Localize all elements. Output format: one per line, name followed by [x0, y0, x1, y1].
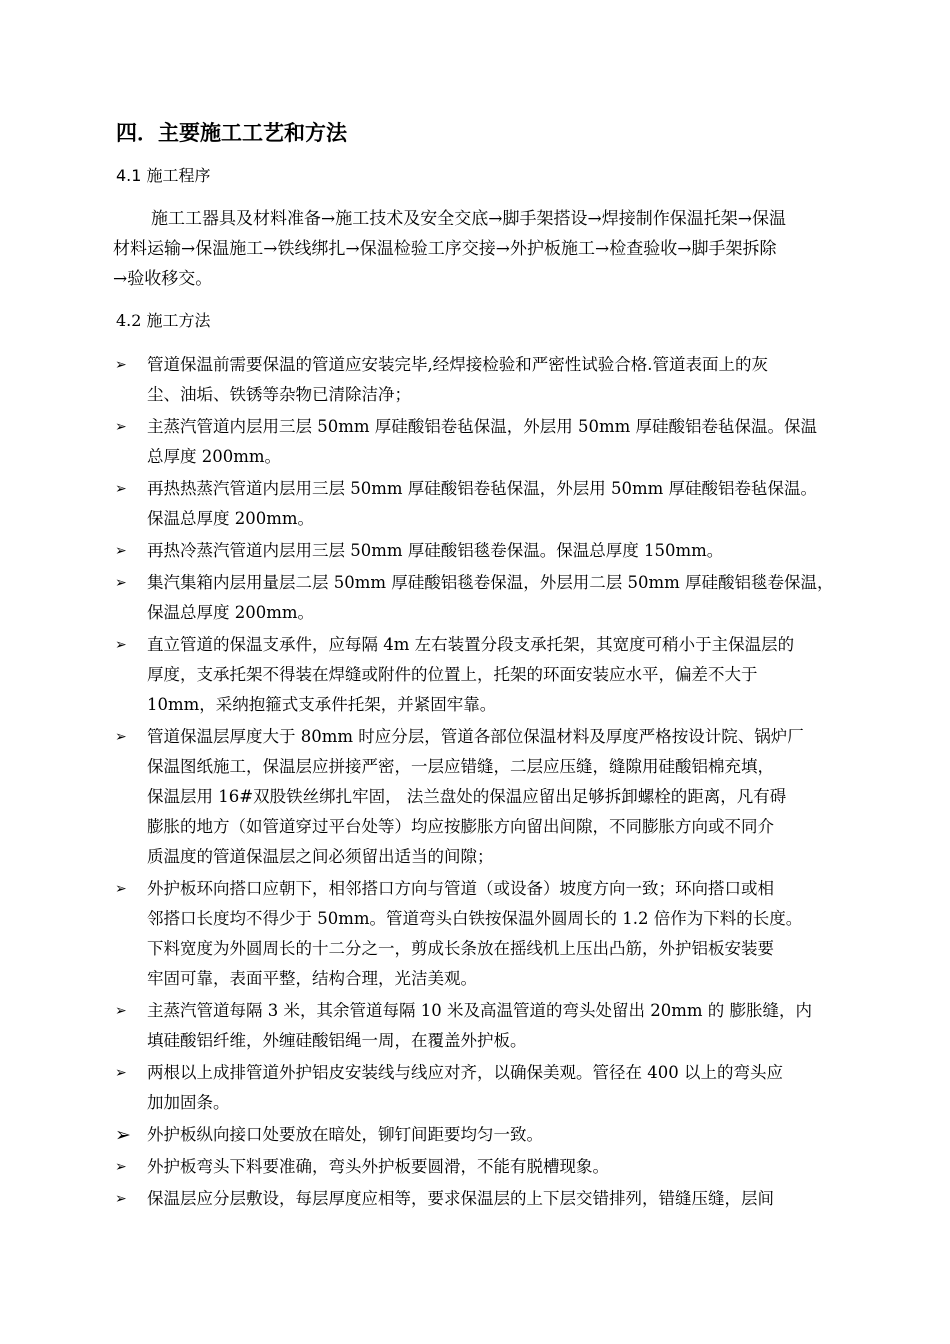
construction-method-list [0, 350, 950, 1216]
list-item-line: 主蒸汽管道内层用三层 50mm 厚硅酸铝卷毡保温，外层用 50mm 厚硅酸铝卷毡保温。保温 [147, 417, 818, 436]
list-item-line: 管道保温前需要保温的管道应安装完毕,经焊接检验和严密性试验合格.管道表面上的灰 [147, 355, 768, 374]
list-item [0, 874, 950, 994]
list-item-text [147, 630, 950, 720]
list-item [0, 1120, 950, 1150]
list-item-line: 厚度，支承托架不得装在焊缝或附件的位置上，托架的环面安装应水平，偏差不大于 [147, 665, 758, 684]
list-item-line: 外护板环向搭口应朝下，相邻搭口方向与管道（或设备）坡度方向一致；环向搭口或相 [147, 879, 774, 898]
list-item [0, 722, 950, 872]
list-item-line: 总厚度 200mm。 [147, 447, 282, 466]
list-item-text [147, 874, 950, 994]
arrow-bullet-icon: ➢ [115, 637, 127, 653]
list-item-line: 邻搭口长度均不得少于 50mm。管道弯头白铁按保温外圆周长的 1.2 倍作为下料的长度。 [147, 909, 803, 928]
list-item-line: 保温图纸施工，保温层应拼接严密，一层应错缝，二层应压缝，缝隙用硅酸铝棉充填， [147, 757, 774, 776]
list-item-line: 主蒸汽管道每隔 3 米，其余管道每隔 10 米及高温管道的弯头处留出 20mm 的 膨胀缝，内 [147, 1001, 812, 1020]
list-item-line: 两根以上成排管道外护铝皮安装线与线应对齐，以确保美观。管径在 400 以上的弯头应 [147, 1063, 783, 1082]
arrow-bullet-icon: ➢ [115, 543, 127, 559]
list-item-line: 集汽集箱内层用量层二层 50mm 厚硅酸铝毯卷保温，外层用二层 50mm 厚硅酸铝毯卷保温， [147, 573, 834, 592]
list-item [0, 1058, 950, 1118]
list-item-text [147, 412, 950, 472]
paragraph-line: 材料运输→保温施工→铁线绑扎→保温检验工序交接→外护板施工→检查验收→脚手架拆除 [113, 239, 777, 259]
list-item-line: 再热热蒸汽管道内层用三层 50mm 厚硅酸铝卷毡保温，外层用 50mm 厚硅酸铝卷毡保温。 [147, 479, 818, 498]
list-item [0, 474, 950, 534]
list-item-text [147, 1120, 950, 1150]
list-item-line: 再热冷蒸汽管道内层用三层 50mm 厚硅酸铝毯卷保温。保温总厚度 150mm。 [147, 541, 724, 560]
arrow-bullet-icon: ➢ [115, 729, 127, 745]
construction-procedure-paragraph [113, 204, 883, 294]
list-item-text [147, 536, 950, 566]
list-item-line: 10mm，采纳抱箍式支承件托架，并紧固牢靠。 [147, 695, 497, 714]
list-item-text [147, 1184, 950, 1214]
subsection-title-4-1: 4.1 施工程序 [116, 166, 211, 185]
list-item-line: 质温度的管道保温层之间必须留出适当的间隙； [147, 847, 494, 866]
list-item-line: 尘、油垢、铁锈等杂物已清除洁净； [147, 385, 411, 404]
arrow-bullet-icon: ➢ [115, 1159, 127, 1175]
list-item-text [147, 1152, 950, 1182]
list-item-text [147, 474, 950, 534]
arrow-bullet-icon: ➢ [115, 881, 127, 897]
list-item [0, 350, 950, 410]
list-item-line: 膨胀的地方（如管道穿过平台处等）均应按膨胀方向留出间隙，不同膨胀方向或不同介 [147, 817, 774, 836]
arrow-bullet-icon: ➢ [115, 1191, 127, 1207]
list-item [0, 1152, 950, 1182]
list-item-text [147, 996, 950, 1056]
list-item-line: 保温总厚度 200mm。 [147, 509, 315, 528]
arrow-bullet-icon: ➢ [115, 357, 127, 373]
list-item-text [147, 1058, 950, 1118]
list-item-line: 填硅酸铝纤维，外缠硅酸铝绳一周，在覆盖外护板。 [147, 1031, 527, 1050]
list-item-line: 外护板弯头下料要准确，弯头外护板要圆滑，不能有脱槽现象。 [147, 1157, 609, 1176]
arrow-bullet-icon: ➢ [115, 1065, 127, 1081]
list-item-line: 下料宽度为外圆周长的十二分之一，剪成长条放在摇线机上压出凸筋，外护铝板安装要 [147, 939, 774, 958]
list-item [0, 568, 950, 628]
list-item [0, 630, 950, 720]
paragraph-line: 施工工器具及材料准备→施工技术及安全交底→脚手架搭设→焊接制作保温托架→保温 [151, 209, 786, 229]
list-item-text [147, 568, 950, 628]
arrow-bullet-icon: ➢ [115, 1003, 127, 1019]
list-item-line: 牢固可靠，表面平整，结构合理，光洁美观。 [147, 969, 477, 988]
list-item [0, 1184, 950, 1214]
list-item [0, 412, 950, 472]
arrow-bullet-icon: ➢ [115, 575, 127, 591]
list-item-text [147, 722, 950, 872]
list-item-line: 加加固条。 [147, 1093, 230, 1112]
section-heading: 四．主要施工工艺和方法 [116, 121, 347, 145]
list-item [0, 996, 950, 1056]
arrow-bullet-icon: ➢ [115, 481, 127, 497]
list-item-line: 保温层用 16#双股铁丝绑扎牢固， 法兰盘处的保温应留出足够拆卸螺栓的距离，凡有碍 [147, 787, 787, 806]
paragraph-line: →验收移交。 [113, 269, 213, 289]
list-item [0, 536, 950, 566]
list-item-line: 保温总厚度 200mm。 [147, 603, 315, 622]
subsection-title-4-2: 4.2 施工方法 [116, 311, 211, 330]
list-item-line: 管道保温层厚度大于 80mm 时应分层，管道各部位保温材料及厚度严格按设计院、锅炉厂 [147, 727, 804, 746]
list-item-line: 保温层应分层敷设，每层厚度应相等，要求保温层的上下层交错排列，错缝压缝，层间 [147, 1189, 774, 1208]
list-item-line: 直立管道的保温支承件，应每隔 4m 左右装置分段支承托架，其宽度可稍小于主保温层的 [147, 635, 795, 654]
list-item-text [147, 350, 950, 410]
arrow-bullet-icon: ➢ [115, 419, 127, 435]
arrow-bullet-icon: ➢ [115, 1124, 131, 1146]
list-item-line: 外护板纵向接口处要放在暗处，铆钉间距要均匀一致。 [147, 1125, 543, 1144]
